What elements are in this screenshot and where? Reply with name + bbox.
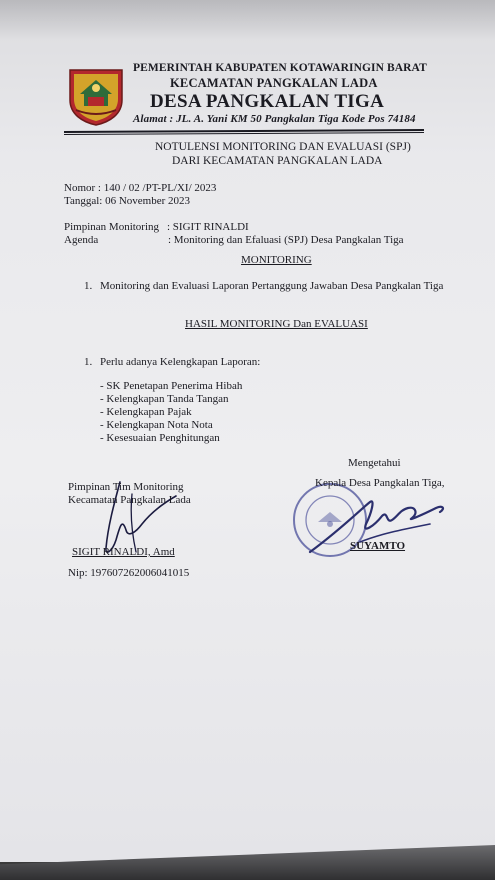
acknowledged-label: Mengetahui — [348, 457, 401, 469]
requirement-list-item: - Kesesuaian Penghitungan — [100, 432, 220, 444]
requirement-list-item: - SK Penetapan Penerima Hibah — [100, 380, 243, 392]
leader-title-line2: Kecamatan Pangkalan Lada — [68, 494, 191, 506]
leader-value: : SIGIT RINALDI — [167, 221, 249, 233]
requirement-list-item: - Kelengkapan Pajak — [100, 406, 192, 418]
letterhead-address: Alamat : JL. A. Yani KM 50 Pangkalan Tiga Kode Pos 74184 — [133, 113, 416, 125]
village-head-title: Kepala Desa Pangkalan Tiga, — [315, 477, 445, 489]
agenda-label: Agenda — [64, 234, 99, 246]
leader-nip: Nip: 197607262006041015 — [68, 567, 190, 579]
letterhead-line-village: DESA PANGKALAN TIGA — [150, 91, 385, 112]
document-date: Tanggal: 06 November 2023 — [64, 195, 191, 207]
letterhead-line-district: KECAMATAN PANGKALAN LADA — [170, 76, 378, 90]
document-number: Nomor : 140 / 02 /PT-PL/XI/ 2023 — [64, 182, 217, 194]
letterhead-line-regency: PEMERINTAH KABUPATEN KOTAWARINGIN BARAT — [133, 62, 427, 74]
document-title-line2: DARI KECAMATAN PANGKALAN LADA — [172, 155, 383, 167]
leader-label: Pimpinan Monitoring — [64, 221, 160, 233]
requirement-list-item: - Kelengkapan Tanda Tangan — [100, 393, 229, 405]
village-head-name: SUYAMTO — [350, 540, 406, 552]
requirement-list-item: - Kelengkapan Nota Nota — [100, 419, 213, 431]
results-heading: HASIL MONITORING Dan EVALUASI — [185, 318, 368, 330]
leader-name: SIGIT RINALDI, Amd — [72, 546, 175, 558]
regency-emblem-logo — [66, 64, 126, 126]
monitoring-item-number: 1. — [84, 280, 93, 292]
monitoring-heading: MONITORING — [241, 254, 312, 266]
results-item-number: 1. — [84, 356, 93, 368]
monitoring-item-text: Monitoring dan Evaluasi Laporan Pertanggung Jawaban Desa Pangkalan Tiga — [100, 280, 444, 292]
document-title-line1: NOTULENSI MONITORING DAN EVALUASI (SPJ) — [155, 141, 411, 153]
agenda-value: : Monitoring dan Efaluasi (SPJ) Desa Pangkalan Tiga — [168, 234, 404, 246]
results-item-text: Perlu adanya Kelengkapan Laporan: — [100, 356, 261, 368]
leader-title-line1: Pimpinan Tim Monitoring — [68, 481, 184, 493]
